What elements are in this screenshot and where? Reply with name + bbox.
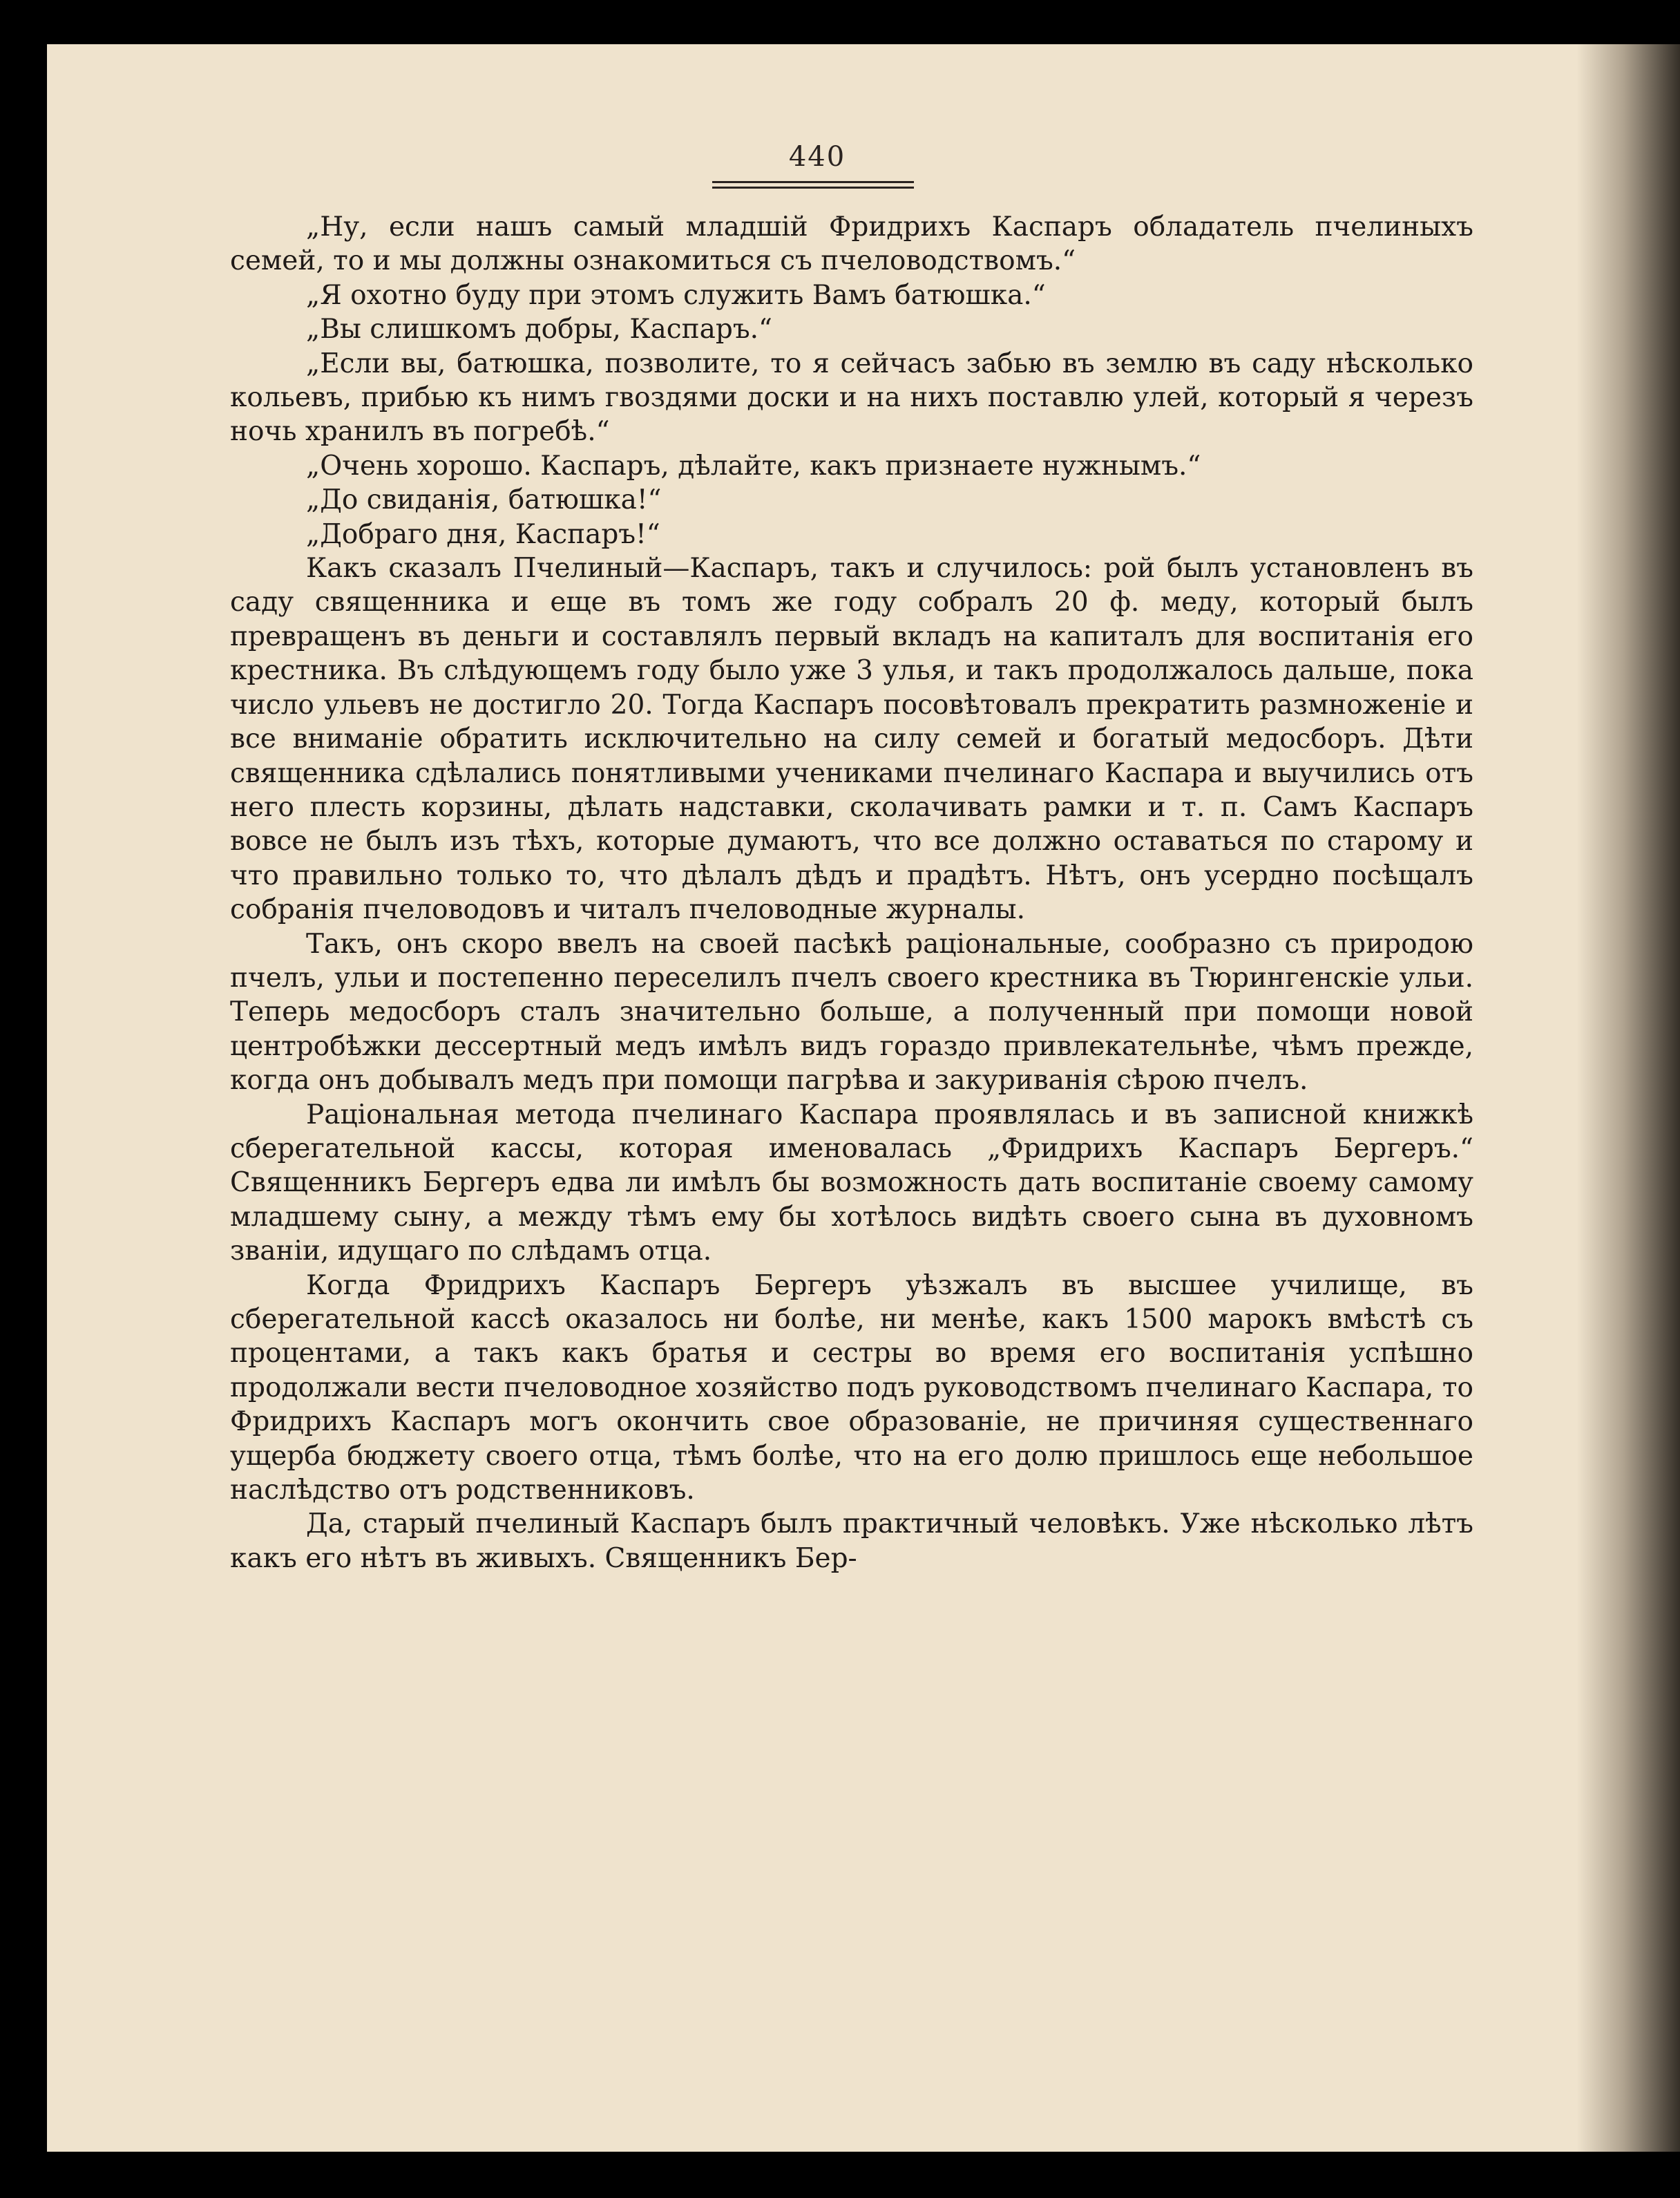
header-rule-bottom [712,187,914,189]
paragraph: „Ну, если нашъ самый младшій Фридрихъ Каспаръ обладатель пчелиныхъ семей, то и мы должны ознакомиться съ пчеловодствомъ.“ [230,211,1473,277]
paragraph: „До свиданія, батюшка!“ [306,484,662,516]
paragraph: Да, старый пчелиный Каспаръ былъ практичный человѣкъ. Уже нѣсколько лѣтъ какъ его нѣтъ въ живыхъ. Священникъ Бер- [230,1508,1473,1574]
page-number: 440 [788,141,846,173]
paragraph: „Вы слишкомъ добры, Каспаръ.“ [306,314,772,345]
paragraph: Раціональная метода пчелинаго Каспара проявлялась и въ записной книжкѣ сберегательной кассы, которая именовалась „Фридрихъ Каспаръ Бергеръ.“ Священникъ Бергеръ едва ли имѣлъ бы возможность дать воспитаніе своему самому младшему сыну, а между тѣмъ ему бы хотѣлось видѣть своего сына въ духовномъ званіи, идущаго по слѣдамъ отца. [230,1099,1473,1267]
paragraph: „Очень хорошо. Каспаръ, дѣлайте, какъ признаете нужнымъ.“ [306,450,1201,482]
paragraph: „Добраго дня, Каспаръ!“ [306,518,660,550]
paragraph: „Я охотно буду при этомъ служить Вамъ батюшка.“ [306,279,1046,311]
header-rule-top [712,181,914,183]
binding-shadow [1576,44,1680,2152]
book-page [47,44,1680,2152]
paragraph: „Если вы, батюшка, позволите, то я сейчасъ забью въ землю въ саду нѣсколько кольевъ, прибью къ нимъ гвоздями доски и на нихъ поставлю улей, который я черезъ ночь хранилъ въ погребѣ.“ [230,348,1473,448]
paragraph: Когда Фридрихъ Каспаръ Бергеръ уѣзжалъ въ высшее училище, въ сберегательной кассѣ оказалось ни болѣе, ни менѣе, какъ 1500 марокъ вмѣстѣ съ процентами, а такъ какъ братья и сестры во время его воспитанія успѣшно продолжали вести пчеловодное хозяйство подъ руководствомъ пчелинаго Каспара, то Фридрихъ Каспаръ могъ окончить свое образованіе, не причиняя существеннаго ущерба бюджету своего отца, тѣмъ болѣе, что на его долю пришлось еще небольшое наслѣдство отъ родственниковъ. [230,1269,1473,1506]
paragraph: Такъ, онъ скоро ввелъ на своей пасѣкѣ раціональные, сообразно съ природою пчелъ, ульи и постепенно переселилъ пчелъ своего крестника въ Тюрингенскіе ульи. Теперь медосборъ сталъ значительно больше, а полученный при помощи новой центробѣжки дессертный медъ имѣлъ видъ гораздо привлекательнѣе, чѣмъ прежде, когда онъ добывалъ медъ при помощи пагрѣва и закуриванія сѣрою пчелъ. [230,928,1473,1097]
body-text [230,210,1473,1575]
paragraph: Какъ сказалъ Пчелиный—Каспаръ, такъ и случилось: рой былъ установленъ въ саду священника и еще въ томъ же году собралъ 20 ф. меду, который былъ превращенъ въ деньги и составлялъ первый вкладъ на капиталъ для воспитанія его крестника. Въ слѣдующемъ году было уже 3 улья, и такъ продолжалось дальше, пока число ульевъ не достигло 20. Тогда Каспаръ посовѣтовалъ прекратить размноженіе и все вниманіе обратить исключительно на силу семей и богатый медосборъ. Дѣти священника сдѣлались понятливыми учениками пчелинаго Каспара и выучились отъ него плесть корзины, дѣлать надставки, сколачивать рамки и т. п. Самъ Каспаръ вовсе не былъ изъ тѣхъ, которые думаютъ, что все должно оставаться по старому и что правильно только то, что дѣлалъ дѣдъ и прадѣтъ. Нѣтъ, онъ усердно посѣщалъ собранія пчеловодовъ и читалъ пчеловодные журналы. [230,553,1473,926]
